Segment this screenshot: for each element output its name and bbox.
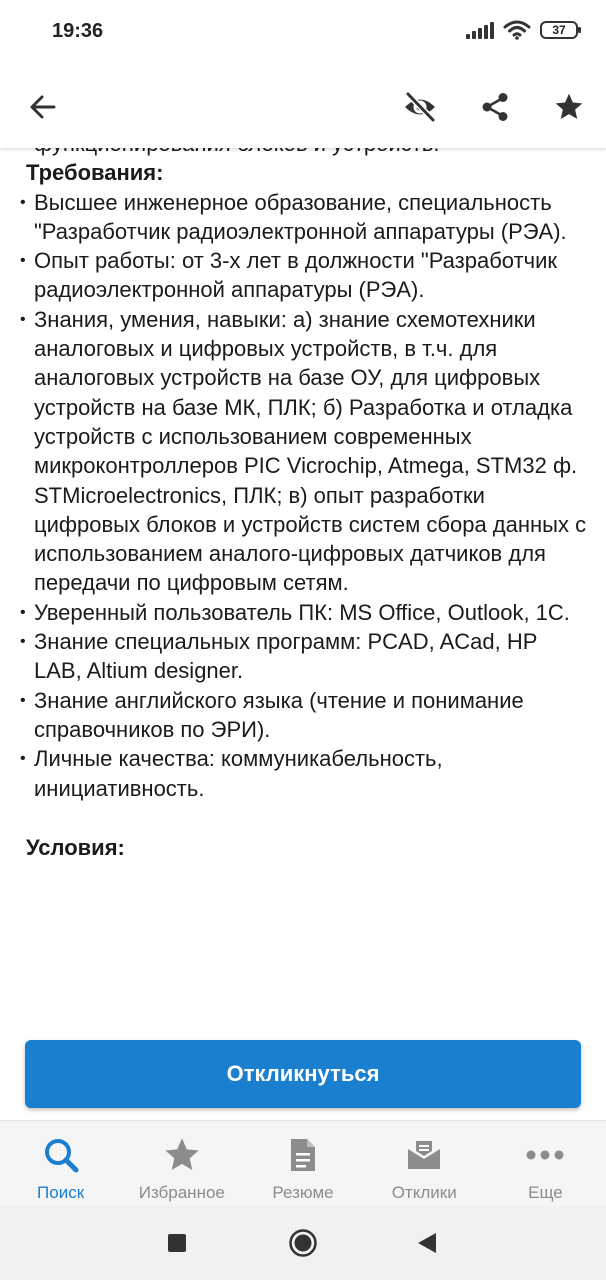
requirement-item: • Знание английского языка (чтение и понимание справочников по ЭРИ). — [20, 686, 588, 745]
requirement-item: • Знание специальных программ: PCAD, ACad, HP LAB, Altium designer. — [20, 627, 588, 686]
bottom-nav — [0, 1120, 606, 1206]
recent-apps-button[interactable] — [162, 1228, 192, 1258]
envelope-icon — [406, 1137, 442, 1173]
requirement-item: • Высшее инженерное образование, специальность "Разработчик радиоэлектронной аппаратуры (РЭА). — [20, 188, 588, 247]
nav-search[interactable] — [0, 1121, 121, 1206]
conditions-title: Условия: — [26, 834, 125, 860]
vacancy-description[interactable] — [0, 148, 606, 1028]
requirement-item: • Знания, умения, навыки: а) знание схемотехники аналоговых и цифровых устройств, в т.ч. для аналоговых устройств на базе ОУ, для цифровых устройств на базе МК, ПЛК; б) Разработка и отладка устройств с использованием современных микроконтроллеров PIC Vicrochip, Atmega, STM32 ф. STMicroelectronics, ПЛК; в) опыт разработки цифровых блоков и устройств систем сбора данных с использованием аналого-цифровых датчиков для передачи по цифровым сетям. — [20, 305, 588, 598]
requirement-item: • Уверенный пользователь ПК: MS Office, Outlook, 1С. — [20, 598, 588, 627]
requirement-item: • Опыт работы: от 3-х лет в должности "Разработчик радиоэлектронной аппаратуры (РЭА). — [20, 246, 588, 305]
search-icon — [42, 1136, 80, 1174]
eye-off-icon — [402, 89, 438, 125]
nav-responses-label: Отклики — [391, 1183, 457, 1202]
nav-favorites[interactable] — [121, 1121, 242, 1206]
system-nav-bar — [0, 1206, 606, 1280]
signal-icon — [466, 21, 494, 39]
nav-more[interactable] — [485, 1121, 606, 1206]
requirements-title: Требования: — [26, 160, 164, 186]
home-circle-icon — [288, 1228, 318, 1258]
nav-resume-label: Резюме — [272, 1183, 334, 1202]
battery-icon: 37 — [540, 21, 578, 39]
app-bar — [0, 66, 606, 148]
hide-vacancy-button[interactable] — [397, 84, 443, 130]
requirement-item: • Личные качества: коммуникабельность, инициативность. — [20, 744, 588, 803]
requirements-list — [20, 188, 588, 803]
nav-search-label: Поиск — [37, 1183, 85, 1202]
nav-responses[interactable] — [364, 1121, 485, 1206]
system-back-button[interactable] — [412, 1228, 442, 1258]
back-button[interactable] — [20, 84, 66, 130]
favorite-button[interactable] — [546, 84, 592, 130]
respond-button[interactable]: Откликнуться — [25, 1040, 581, 1108]
nav-favorites-label: Избранное — [138, 1183, 225, 1202]
more-dots-icon — [526, 1149, 564, 1161]
nav-resume[interactable] — [242, 1121, 363, 1206]
status-time: 19:36 — [52, 20, 104, 42]
status-icons — [466, 20, 578, 40]
back-arrow-icon — [28, 92, 58, 122]
description-text — [0, 129, 606, 862]
wifi-icon — [504, 20, 530, 40]
star-icon — [162, 1135, 202, 1175]
nav-more-label: Еще — [528, 1183, 563, 1202]
square-icon — [167, 1233, 187, 1253]
home-button[interactable] — [288, 1228, 318, 1258]
respond-area — [0, 1028, 606, 1120]
share-icon — [479, 91, 511, 123]
status-bar — [0, 0, 606, 66]
document-icon — [288, 1137, 318, 1173]
share-button[interactable] — [472, 84, 518, 130]
triangle-back-icon — [416, 1231, 438, 1255]
star-icon — [553, 91, 585, 123]
